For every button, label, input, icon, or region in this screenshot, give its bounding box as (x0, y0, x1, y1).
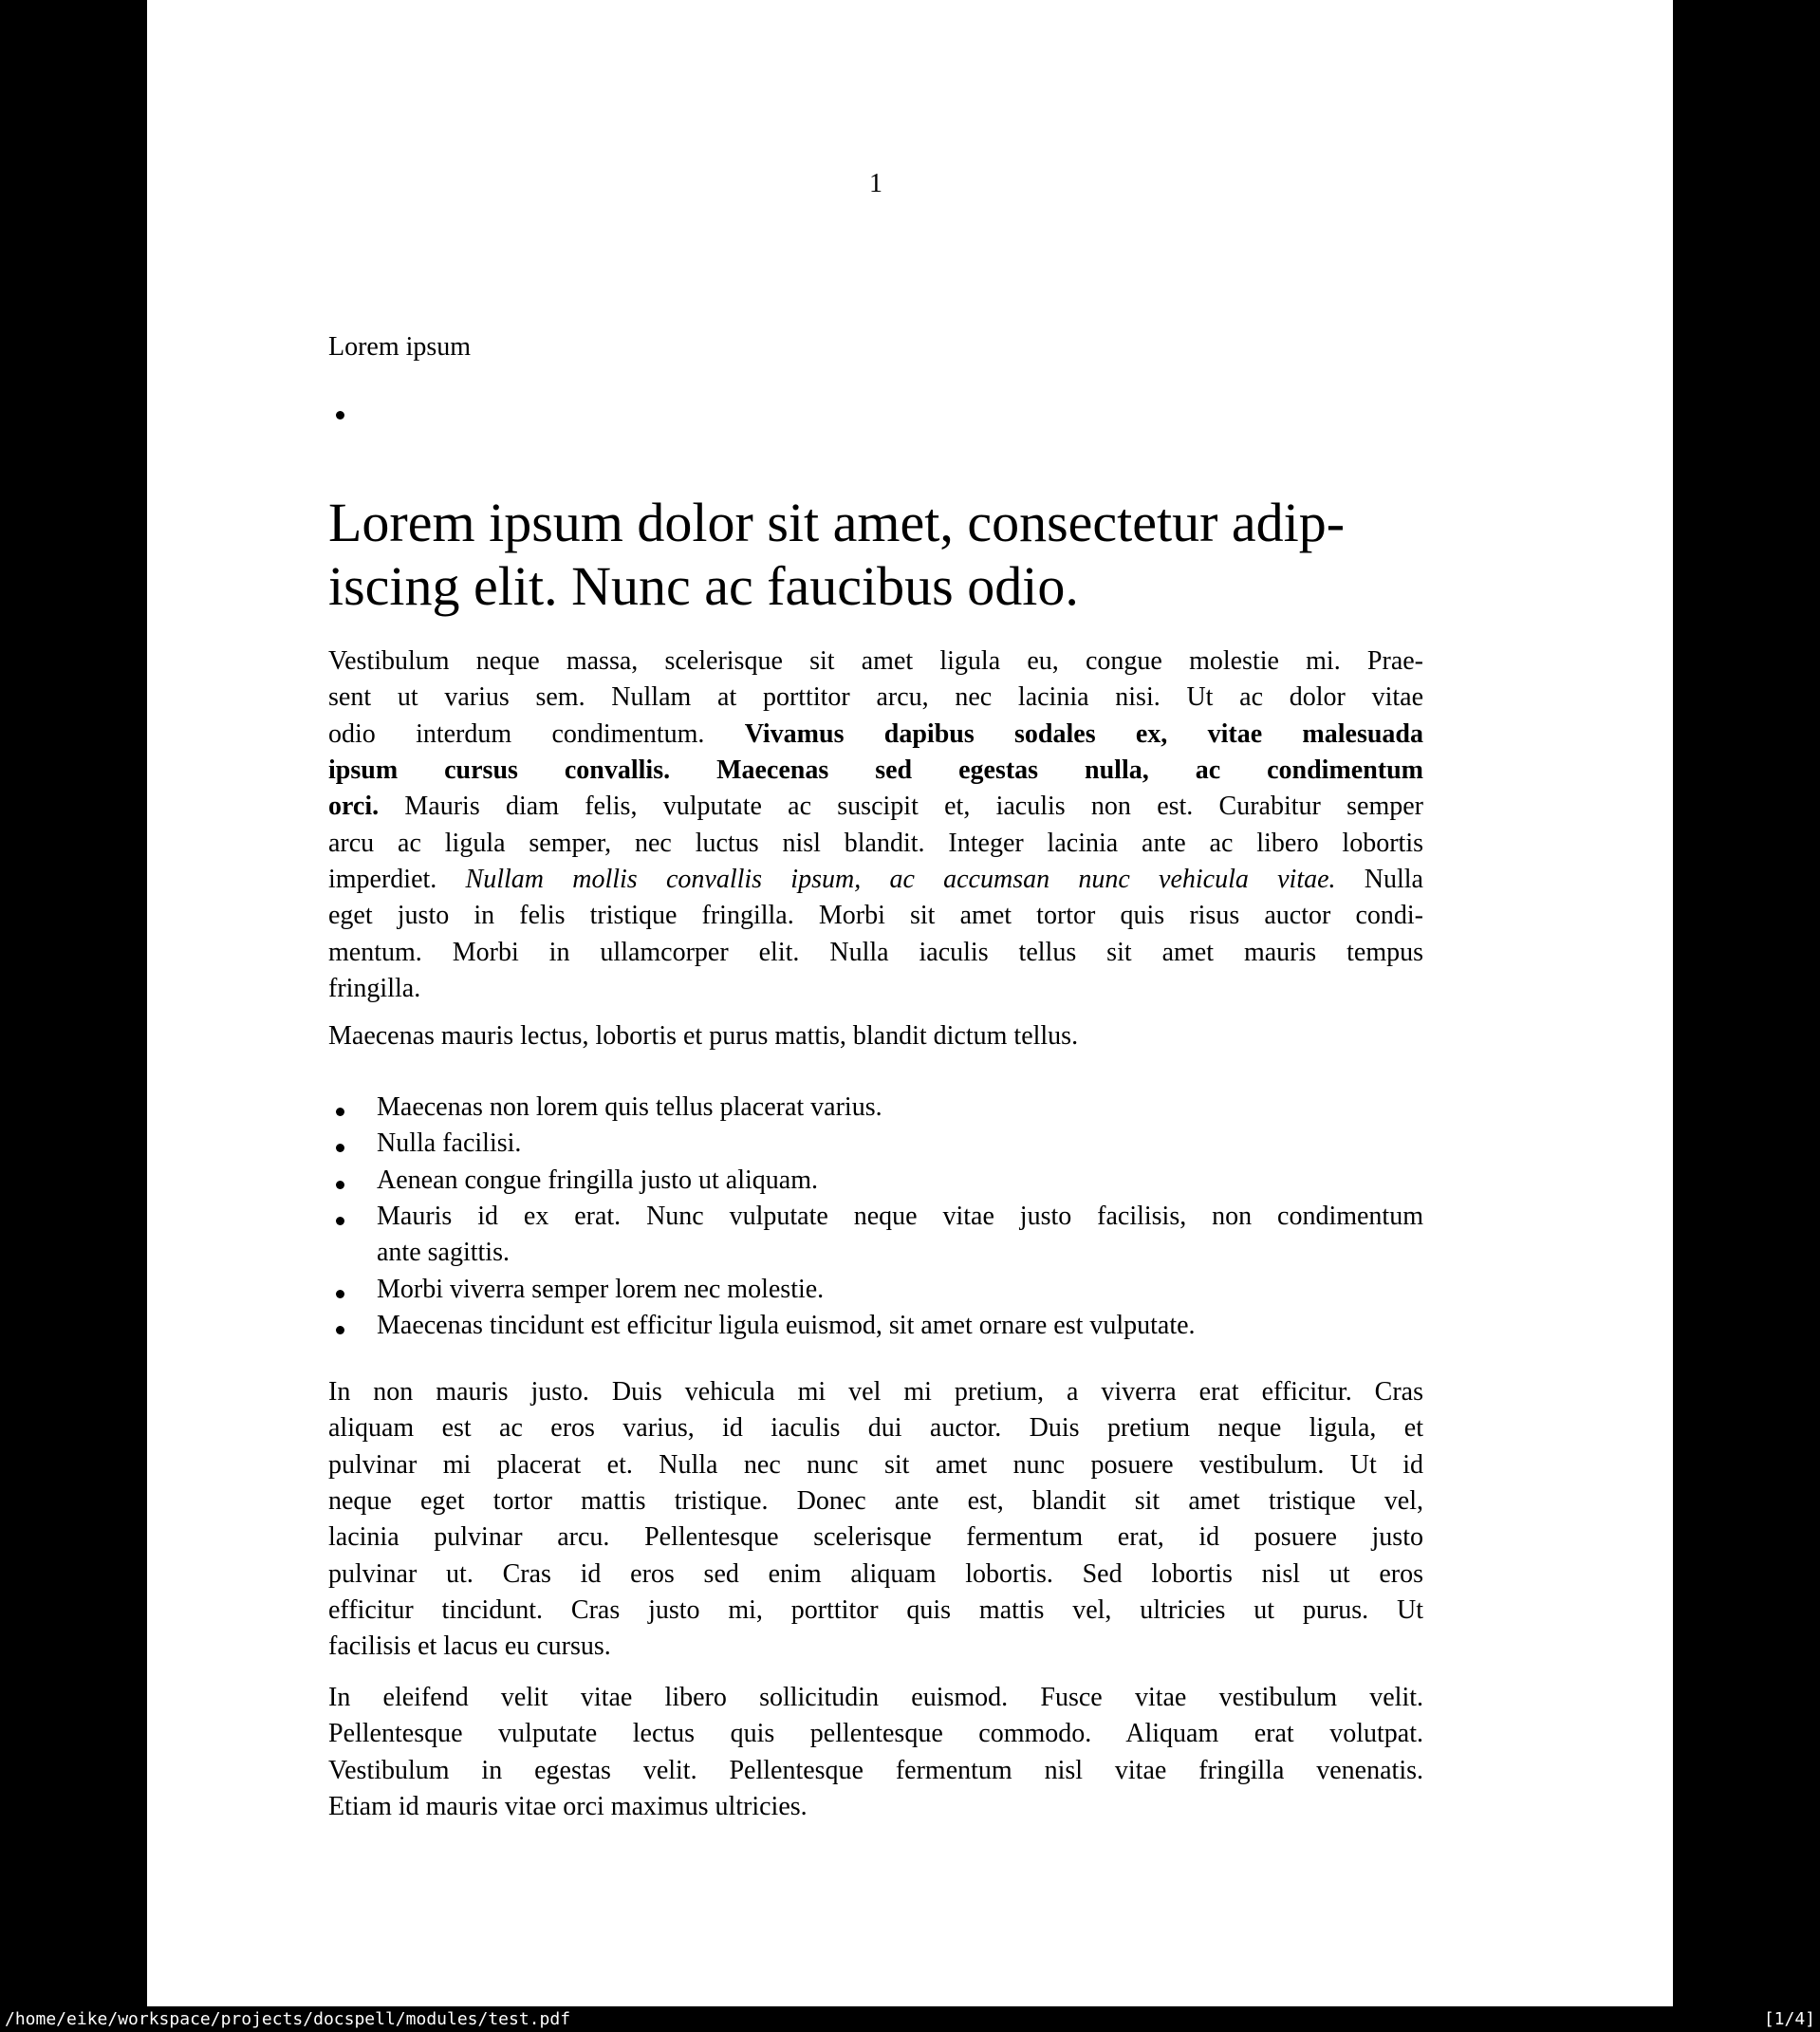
text-line (328, 1410, 1423, 1446)
text-line (328, 862, 1423, 898)
text-line (328, 1447, 1423, 1483)
text-segment: In eleifend velit vitae libero sollicitudin euismod. Fusce vitae vestibulum velit. (328, 1683, 1423, 1712)
text-line (328, 1483, 1423, 1519)
text-segment: Maecenas mauris lectus, lobortis et purus mattis, blandit dictum tellus. (328, 1021, 1079, 1051)
text-line (377, 1235, 1423, 1271)
pdf-page (147, 0, 1673, 2006)
text-segment: odio interdum condimentum. (328, 718, 745, 749)
text-line (377, 1199, 1423, 1235)
page-content (328, 0, 1423, 2006)
text-line (328, 717, 1423, 753)
text-segment: Lorem ipsum dolor sit amet, consectetur adip- (328, 492, 1346, 553)
text-segment: Maecenas tincidunt est efficitur ligula euismod, sit amet ornare est vulputate. (377, 1310, 1196, 1340)
text-segment: Vestibulum in egestas velit. Pellentesque fermentum nisl vitae fringilla venenatis. (328, 1755, 1423, 1785)
text-line (377, 1272, 1423, 1308)
statusbar-filepath: /home/eike/workspace/projects/docspell/modules/test.pdf (5, 2009, 571, 2029)
section-heading (328, 491, 1423, 618)
text-line (377, 1090, 1423, 1126)
paragraph (328, 1018, 1423, 1054)
text-segment: pulvinar ut. Cras id eros sed enim aliquam lobortis. Sed lobortis nisl ut eros (328, 1558, 1423, 1589)
text-segment: neque eget tortor mattis tristique. Donec ante est, blandit sit amet tristique vel, (328, 1485, 1423, 1516)
text-segment: Nulla (1335, 864, 1423, 894)
list-item (328, 1126, 1423, 1162)
text-line (328, 1519, 1423, 1556)
text-line (328, 1374, 1423, 1410)
list-item (328, 1199, 1423, 1272)
text-line (328, 1593, 1423, 1629)
text-line (328, 1716, 1423, 1752)
text-line (328, 1018, 1423, 1054)
text-segment: orci. (328, 792, 380, 822)
text-line (328, 1680, 1423, 1716)
text-line (328, 1753, 1423, 1789)
text-segment: Vivamus dapibus sodales ex, vitae malesuada (744, 718, 1423, 749)
bullet-icon (336, 1290, 344, 1298)
bullet-icon (336, 1217, 344, 1225)
text-segment: iscing elit. Nunc ac faucibus odio. (328, 555, 1079, 617)
text-segment: ipsum cursus convallis. Maecenas sed egestas nulla, ac condimentum (328, 755, 1423, 785)
text-segment: lacinia pulvinar arcu. Pellentesque scelerisque fermentum erat, id posuere justo (328, 1522, 1423, 1553)
bullet-icon (336, 1108, 344, 1116)
bullet-icon (336, 1181, 344, 1189)
list-item (328, 1163, 1423, 1199)
text-segment: Mauris diam felis, vulputate ac suscipit et, iaculis non est. Curabitur semper (379, 792, 1423, 822)
text-segment: Pellentesque vulputate lectus quis pellentesque commodo. Aliquam erat volutpat. (328, 1719, 1423, 1749)
text-line (328, 935, 1423, 971)
text-segment: Morbi viverra semper lorem nec molestie. (377, 1274, 825, 1304)
bullet-icon (336, 411, 344, 419)
text-segment: eget justo in felis tristique fringilla. Morbi sit amet tortor quis risus auctor condi- (328, 901, 1423, 931)
list-item (328, 1272, 1423, 1308)
list-item (328, 1308, 1423, 1344)
paragraph (328, 643, 1423, 1007)
text-segment: arcu ac ligula semper, nec luctus nisl blandit. Integer lacinia ante ac libero lobortis (328, 828, 1423, 858)
bullet-icon (336, 1144, 344, 1152)
text-line (328, 491, 1423, 554)
text-segment: Etiam id mauris vitae orci maximus ultricies. (328, 1791, 808, 1821)
text-segment: facilisis et lacus eu cursus. (328, 1631, 611, 1662)
text-segment: sent ut varius sem. Nullam at porttitor arcu, nec lacinia nisi. Ut ac dolor vitae (328, 682, 1423, 713)
paragraph (328, 1680, 1423, 1825)
bullet-icon (336, 1326, 344, 1334)
text-segment: fringilla. (328, 973, 421, 1003)
text-segment: efficitur tincidunt. Cras justo mi, porttitor quis mattis vel, ultricies ut purus. Ut (328, 1594, 1423, 1625)
text-line (328, 1629, 1423, 1665)
text-line (328, 1557, 1423, 1593)
text-line (328, 643, 1423, 680)
paragraph (328, 1374, 1423, 1666)
text-segment: pulvinar mi placerat et. Nulla nec nunc sit amet nunc posuere vestibulum. Ut id (328, 1449, 1423, 1480)
text-segment: imperdiet. (328, 864, 466, 894)
text-line (377, 1163, 1423, 1199)
text-segment: Aenean congue fringilla justo ut aliquam. (377, 1165, 818, 1195)
intro-text: Lorem ipsum (328, 332, 472, 362)
statusbar-page-indicator: [1/4] (1763, 2009, 1815, 2029)
text-segment: Nullam mollis convallis ipsum, ac accumsan nunc vehicula vitae. (465, 864, 1336, 894)
bullet-list (328, 1090, 1423, 1344)
text-line (328, 971, 1423, 1007)
text-line (328, 789, 1423, 825)
text-line (377, 1308, 1423, 1344)
text-segment: Nulla facilisi. (377, 1128, 522, 1159)
text-line (328, 753, 1423, 789)
text-segment: Maecenas non lorem quis tellus placerat varius. (377, 1092, 882, 1122)
text-segment: Vestibulum neque massa, scelerisque sit amet ligula eu, congue molestie mi. Prae- (328, 646, 1423, 676)
text-segment: In non mauris justo. Duis vehicula mi vel mi pretium, a viverra erat efficitur. Cras (328, 1377, 1423, 1407)
text-segment: Mauris id ex erat. Nunc vulputate neque vitae justo facilisis, non condimentum (377, 1201, 1423, 1231)
text-line (328, 680, 1423, 716)
list-item (328, 1090, 1423, 1126)
text-segment: aliquam est ac eros varius, id iaculis dui auctor. Duis pretium neque ligula, et (328, 1413, 1423, 1444)
text-line (328, 898, 1423, 934)
page-number: 1 (869, 169, 882, 198)
text-line (328, 554, 1423, 618)
statusbar (0, 2006, 1820, 2032)
text-segment: mentum. Morbi in ullamcorper elit. Nulla iaculis tellus sit amet mauris tempus (328, 937, 1423, 967)
text-segment: ante sagittis. (377, 1238, 510, 1268)
text-line (328, 1789, 1423, 1825)
text-line (377, 1126, 1423, 1162)
text-line (328, 826, 1423, 862)
